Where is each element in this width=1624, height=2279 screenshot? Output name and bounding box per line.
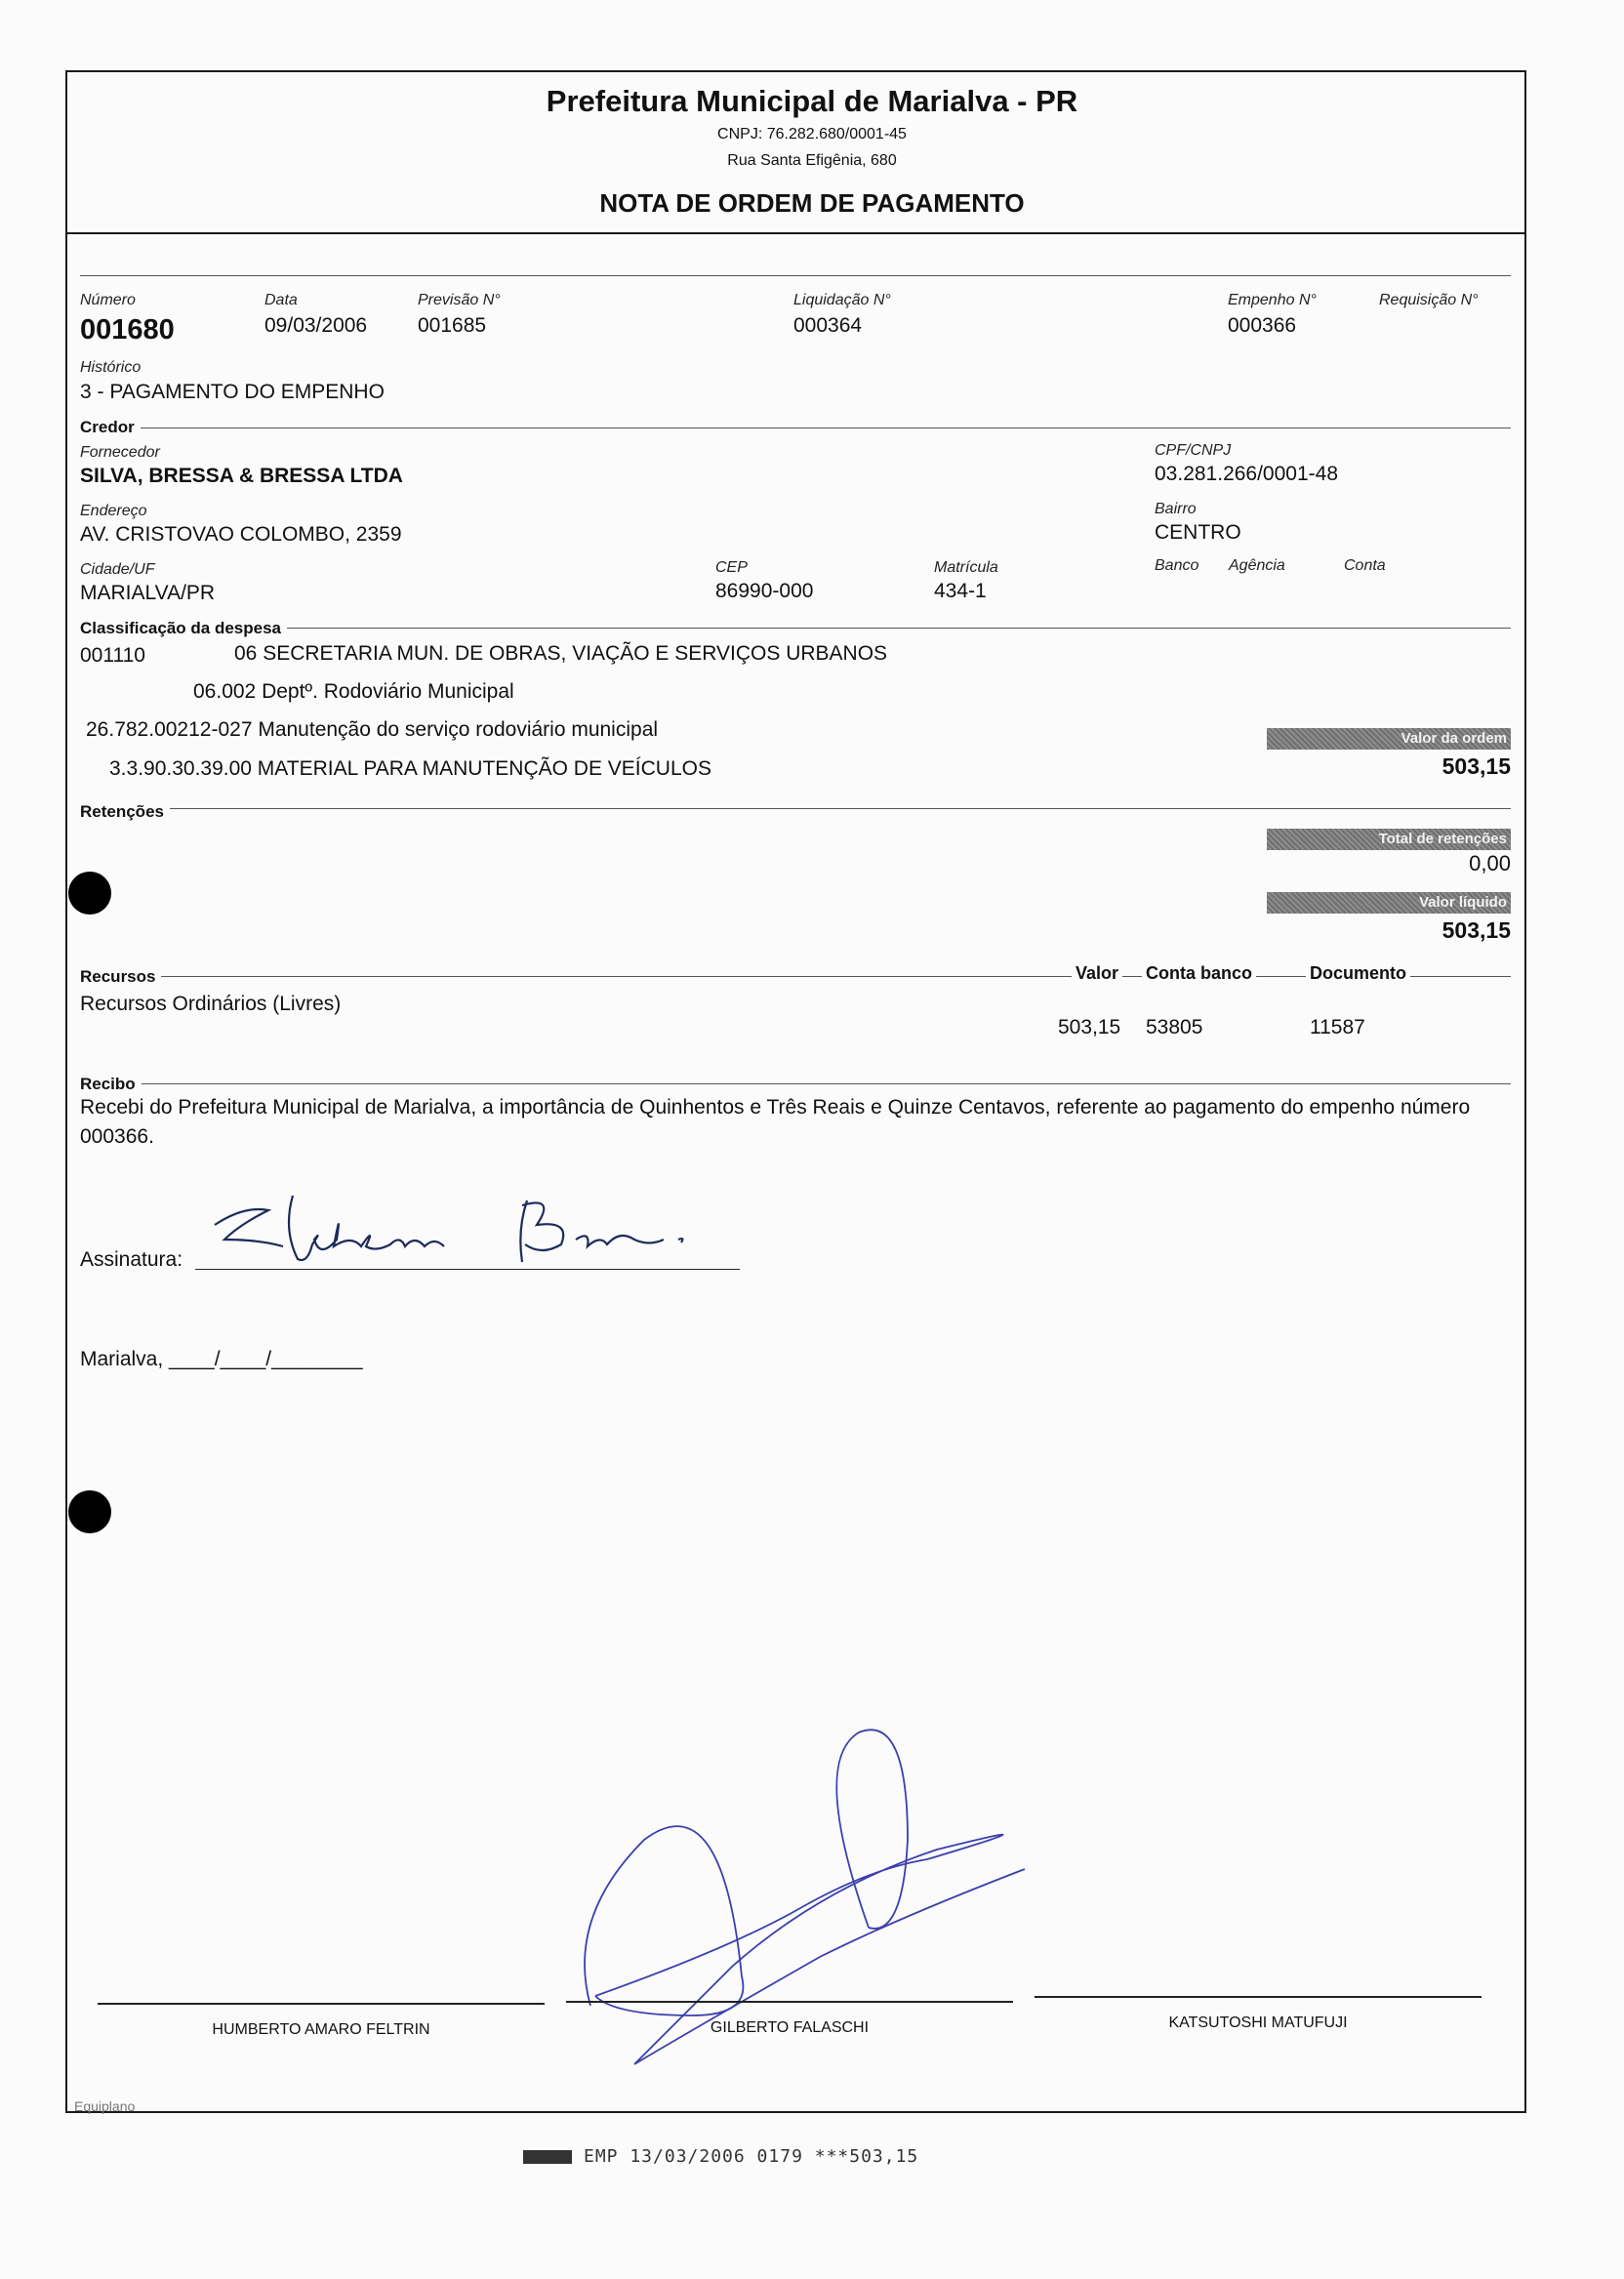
binder-hole-bottom <box>68 1490 111 1533</box>
retencoes-heading: Retenções <box>80 802 170 822</box>
retencoes-value: 0,00 <box>1469 851 1511 875</box>
numero-label: Número <box>80 292 136 308</box>
signatory-3: KATSUTOSHI MATUFUJI <box>1168 2014 1348 2031</box>
liquidacao-value: 000364 <box>793 314 863 337</box>
valor-ordem-label: Valor da ordem <box>1401 730 1507 747</box>
classificacao-line-3: 26.782.00212-027 Manutenção do serviço rodoviário municipal <box>86 718 659 741</box>
liquidacao-label: Liquidação N° <box>793 292 891 308</box>
agencia-label: Agência <box>1229 557 1285 574</box>
classificacao-code: 001110 <box>80 644 145 667</box>
payment-stamp-text: EMP 13/03/2006 0179 ***503,15 <box>584 2146 919 2167</box>
data-label: Data <box>264 292 298 308</box>
valor-ordem-value: 503,15 <box>1441 753 1511 779</box>
binder-hole-top <box>68 872 111 915</box>
endereco-label: Endereço <box>80 503 147 519</box>
recibo-text: Recebi do Prefeitura Municipal de Marialva, a importância de Quinhentos e Três Reais e Quinze Centavos, referente ao pagamento do empenho número 000366. <box>80 1096 1471 1148</box>
recibo-heading: Recibo <box>80 1075 142 1094</box>
cpf-label: CPF/CNPJ <box>1155 442 1232 459</box>
credor-rule <box>80 427 1511 428</box>
valor-ordem-bar <box>1267 728 1511 750</box>
recursos-valor-header: Valor <box>1072 963 1122 984</box>
recursos-conta: 53805 <box>1146 1016 1203 1038</box>
valor-liquido-bar <box>1267 892 1511 914</box>
document-title: NOTA DE ORDEM DE PAGAMENTO <box>599 188 1025 218</box>
classificacao-line-2: 06.002 Deptº. Rodoviário Municipal <box>193 680 514 703</box>
fornecedor-label: Fornecedor <box>80 444 160 461</box>
endereco-value: AV. CRISTOVAO COLOMBO, 2359 <box>80 523 402 546</box>
recursos-rule <box>80 976 1511 977</box>
retencoes-rule <box>80 808 1511 809</box>
recipient-signature <box>205 1186 732 1274</box>
classificacao-line-1: 06 SECRETARIA MUN. DE OBRAS, VIAÇÃO E SERVIÇOS URBANOS <box>234 642 888 665</box>
valor-liquido-label: Valor líquido <box>1418 894 1507 911</box>
recibo-rule <box>80 1083 1511 1084</box>
valor-liquido-value: 503,15 <box>1441 917 1511 943</box>
historico-value: 3 - PAGAMENTO DO EMPENHO <box>80 381 385 403</box>
historico-label: Histórico <box>80 359 142 376</box>
banco-label: Banco <box>1155 557 1199 574</box>
cnpj-line: CNPJ: 76.282.680/0001-45 <box>717 126 907 142</box>
conta-label: Conta <box>1344 557 1386 574</box>
bairro-value: CENTRO <box>1155 521 1241 544</box>
classificacao-rule <box>80 628 1511 629</box>
signatory-2: GILBERTO FALASCHI <box>710 2019 870 2036</box>
recursos-valor: 503,15 <box>1058 1016 1121 1038</box>
cpf-value: 03.281.266/0001-48 <box>1155 463 1339 485</box>
matricula-label: Matrícula <box>934 559 998 576</box>
retencoes-label: Total de retenções <box>1378 831 1507 847</box>
software-credit: Equiplano <box>74 2098 136 2114</box>
empenho-label: Empenho N° <box>1228 292 1317 308</box>
header-divider <box>65 232 1526 234</box>
matricula-value: 434-1 <box>934 580 987 602</box>
classificacao-heading: Classificação da despesa <box>80 619 287 638</box>
fornecedor-value: SILVA, BRESSA & BRESSA LTDA <box>80 465 403 487</box>
recursos-item: Recursos Ordinários (Livres) <box>80 993 342 1015</box>
retencoes-bar <box>1267 829 1511 850</box>
previsao-value: 001685 <box>418 314 487 337</box>
signatory-1: HUMBERTO AMARO FELTRIN <box>212 2021 430 2038</box>
stamp-logo-icon <box>523 2150 572 2164</box>
recursos-documento: 11587 <box>1310 1016 1365 1038</box>
cep-label: CEP <box>715 559 748 576</box>
assinatura-label: Assinatura: <box>80 1248 183 1271</box>
recursos-documento-header: Documento <box>1306 963 1410 984</box>
cep-value: 86990-000 <box>715 580 814 602</box>
classificacao-line-4: 3.3.90.30.39.00 MATERIAL PARA MANUTENÇÃO DE VEÍCULOS <box>109 757 711 780</box>
ids-top-rule <box>80 275 1511 276</box>
requisicao-label: Requisição N° <box>1379 292 1479 308</box>
payment-stamp <box>523 2146 918 2167</box>
signature-line-1 <box>98 2003 545 2005</box>
signature-line-3 <box>1035 1996 1482 1998</box>
previsao-label: Previsão N° <box>418 292 501 308</box>
data-value: 09/03/2006 <box>264 314 368 337</box>
numero-value: 001680 <box>80 314 175 346</box>
signature-line-2 <box>566 2001 1013 2003</box>
cidade-value: MARIALVA/PR <box>80 582 216 604</box>
recursos-heading: Recursos <box>80 967 161 987</box>
municipality-title: Prefeitura Municipal de Marialva - PR <box>546 84 1078 118</box>
empenho-value: 000366 <box>1228 314 1297 337</box>
cidade-label: Cidade/UF <box>80 561 155 578</box>
credor-heading: Credor <box>80 418 141 437</box>
address-line: Rua Santa Efigênia, 680 <box>727 152 897 169</box>
local-date: Marialva, ____/____/________ <box>80 1348 363 1370</box>
recursos-conta-header: Conta banco <box>1142 963 1256 984</box>
bairro-label: Bairro <box>1155 501 1197 517</box>
